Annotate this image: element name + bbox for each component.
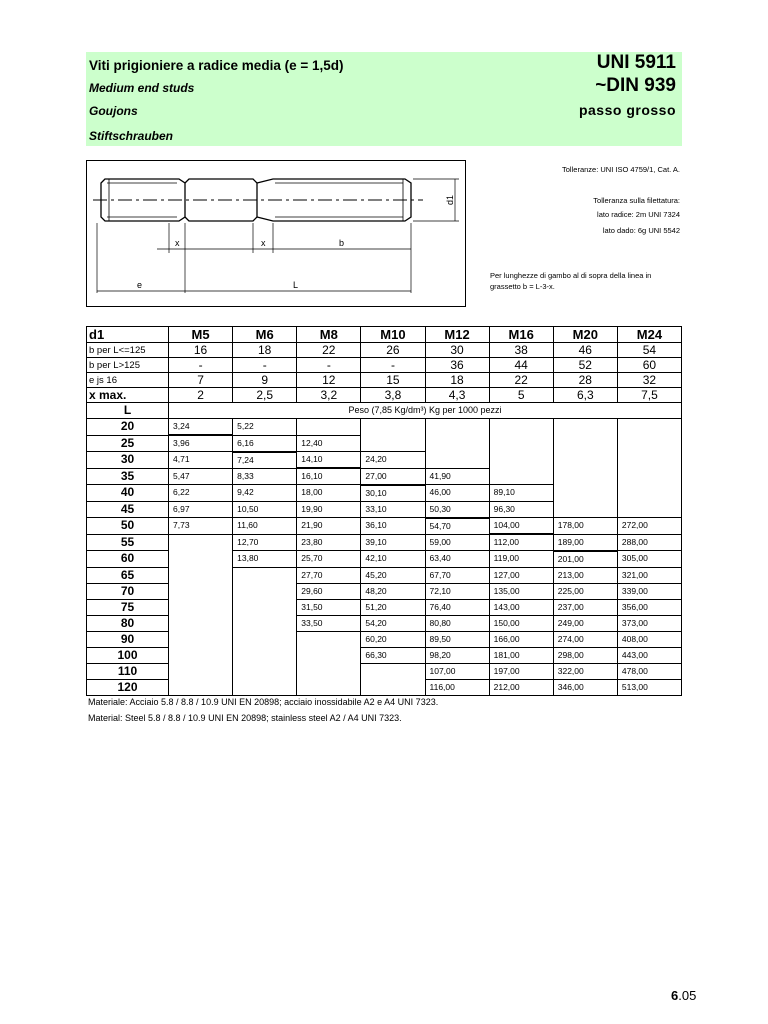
weight-cell: 33,50 [297, 615, 361, 631]
weight-cell: 249,00 [553, 615, 617, 631]
weight-cell [617, 435, 681, 452]
dim-header-cell: M16 [489, 327, 553, 343]
weight-cell [297, 631, 361, 647]
weight-cell [169, 534, 233, 551]
weight-cell: 60,20 [361, 631, 425, 647]
title-french: Goujons [89, 104, 138, 118]
weight-cell [425, 452, 489, 469]
weight-cell: 9,42 [233, 485, 297, 502]
dim-cell: 22 [489, 373, 553, 388]
weight-cell: 3,96 [169, 435, 233, 452]
dim-cell: 3,2 [297, 388, 361, 403]
weight-cell: 72,10 [425, 583, 489, 599]
weight-cell [489, 468, 553, 485]
weight-cell: 7,24 [233, 452, 297, 469]
dim-header-cell: M12 [425, 327, 489, 343]
weight-cell: 12,40 [297, 435, 361, 452]
dim-row-label: b per L<=125 [87, 343, 169, 358]
weight-cell: 89,10 [489, 485, 553, 502]
dim-cell: 3,8 [361, 388, 425, 403]
standard-uni: UNI 5911 [596, 52, 676, 73]
weight-cell: 213,00 [553, 567, 617, 583]
weight-cell [233, 647, 297, 663]
dim-cell: 26 [361, 343, 425, 358]
length-value: 65 [87, 567, 169, 583]
weight-cell: 19,90 [297, 501, 361, 518]
weight-cell: 80,80 [425, 615, 489, 631]
weight-row [87, 435, 682, 452]
weight-cell: 21,90 [297, 518, 361, 535]
weight-cell: 27,00 [361, 468, 425, 485]
length-value: 110 [87, 663, 169, 679]
dim-header-label: d1 [87, 327, 169, 343]
weight-cell: 197,00 [489, 663, 553, 679]
weight-cell [425, 419, 489, 436]
dim-row [87, 343, 682, 358]
weight-row [87, 647, 682, 663]
length-value: 50 [87, 518, 169, 535]
page-sub: .05 [678, 988, 697, 1003]
weight-cell [361, 679, 425, 695]
weight-cell [169, 647, 233, 663]
weight-cell: 11,60 [233, 518, 297, 535]
dim-cell: 5 [489, 388, 553, 403]
weight-cell [553, 452, 617, 469]
dim-cell: 2,5 [233, 388, 297, 403]
dim-x2-label: x [261, 238, 266, 248]
weight-cell: 3,24 [169, 419, 233, 436]
weight-row [87, 583, 682, 599]
weight-row [87, 419, 682, 436]
weight-cell: 10,50 [233, 501, 297, 518]
dim-row [87, 373, 682, 388]
weight-cell: 181,00 [489, 647, 553, 663]
weight-cell: 76,40 [425, 599, 489, 615]
dim-cell: - [361, 358, 425, 373]
weight-cell: 51,20 [361, 599, 425, 615]
weight-cell [489, 419, 553, 436]
weight-cell [297, 647, 361, 663]
weight-cell [553, 501, 617, 518]
weight-cell: 322,00 [553, 663, 617, 679]
weight-cell [233, 663, 297, 679]
dim-cell: 32 [617, 373, 681, 388]
weight-cell: 42,10 [361, 551, 425, 568]
weight-cell [169, 615, 233, 631]
weight-cell: 127,00 [489, 567, 553, 583]
weight-cell: 96,30 [489, 501, 553, 518]
weight-cell: 4,71 [169, 452, 233, 469]
dim-cell: - [169, 358, 233, 373]
weight-cell [553, 419, 617, 436]
page-section: 6 [671, 988, 679, 1003]
weight-cell [361, 663, 425, 679]
weight-cell: 67,70 [425, 567, 489, 583]
weight-cell [617, 468, 681, 485]
weight-cell: 36,10 [361, 518, 425, 535]
weight-cell: 23,80 [297, 534, 361, 551]
weight-cell: 107,00 [425, 663, 489, 679]
length-value: 40 [87, 485, 169, 502]
weight-cell [617, 485, 681, 502]
weight-cell [553, 485, 617, 502]
weight-cell: 443,00 [617, 647, 681, 663]
dim-cell: 30 [425, 343, 489, 358]
weight-cell: 48,20 [361, 583, 425, 599]
weight-cell: 12,70 [233, 534, 297, 551]
weight-cell [617, 419, 681, 436]
weight-cell: 119,00 [489, 551, 553, 568]
length-value: 70 [87, 583, 169, 599]
weight-cell: 13,80 [233, 551, 297, 568]
weight-cell [297, 419, 361, 436]
weight-cell [169, 631, 233, 647]
weight-cell [169, 599, 233, 615]
length-value: 45 [87, 501, 169, 518]
material-note-italian: Materiale: Acciaio 5.8 / 8.8 / 10.9 UNI EN 20898; acciaio inossidabile A2 e A4 UNI 7323. [88, 697, 439, 707]
weight-cell: 50,30 [425, 501, 489, 518]
weight-cell [489, 452, 553, 469]
weight-row [87, 452, 682, 469]
thread-pitch: passo grosso [578, 102, 676, 118]
dim-x1-label: x [175, 238, 180, 248]
weight-cell: 112,00 [489, 534, 553, 551]
weight-cell: 6,22 [169, 485, 233, 502]
weight-cell [233, 615, 297, 631]
tolerance-nut-note: lato dado: 6g UNI 5542 [602, 226, 680, 235]
dim-cell: 16 [169, 343, 233, 358]
weight-cell: 27,70 [297, 567, 361, 583]
dim-cell: 44 [489, 358, 553, 373]
weight-cell [617, 501, 681, 518]
weight-cell: 305,00 [617, 551, 681, 568]
weight-cell: 41,90 [425, 468, 489, 485]
weight-cell: 356,00 [617, 599, 681, 615]
weight-cell: 321,00 [617, 567, 681, 583]
dim-row [87, 388, 682, 403]
weight-cell: 45,20 [361, 567, 425, 583]
dim-cell: 22 [297, 343, 361, 358]
weight-row [87, 679, 682, 695]
weight-cell: 6,16 [233, 435, 297, 452]
dim-cell: 2 [169, 388, 233, 403]
weight-cell: 143,00 [489, 599, 553, 615]
length-header: L [87, 403, 169, 419]
weight-cell: 272,00 [617, 518, 681, 535]
length-value: 20 [87, 419, 169, 436]
weight-cell [425, 435, 489, 452]
weight-cell: 201,00 [553, 551, 617, 568]
dim-cell: 60 [617, 358, 681, 373]
dimensions-table [86, 326, 682, 403]
weight-cell: 339,00 [617, 583, 681, 599]
dim-cell: 7,5 [617, 388, 681, 403]
weight-cell: 18,00 [297, 485, 361, 502]
dim-cell: 6,3 [553, 388, 617, 403]
title-block [86, 52, 682, 146]
weight-cell: 98,20 [425, 647, 489, 663]
dim-header-cell: M20 [553, 327, 617, 343]
weights-table [86, 403, 682, 696]
weight-cell: 63,40 [425, 551, 489, 568]
weight-cell: 14,10 [297, 452, 361, 469]
dim-header-cell: M6 [233, 327, 297, 343]
title-italian: Viti prigioniere a radice media (e = 1,5d) [89, 58, 344, 73]
dim-cell: 15 [361, 373, 425, 388]
weight-cell [617, 452, 681, 469]
weight-cell [233, 679, 297, 695]
weight-cell: 54,70 [425, 518, 489, 535]
weight-cell: 6,97 [169, 501, 233, 518]
dim-cell: 9 [233, 373, 297, 388]
weight-cell: 116,00 [425, 679, 489, 695]
weight-cell [361, 419, 425, 436]
weight-cell: 408,00 [617, 631, 681, 647]
material-note-english: Material: Steel 5.8 / 8.8 / 10.9 UNI EN 20898; stainless steel A2 / A4 UNI 7323. [88, 713, 402, 723]
title-german: Stiftschrauben [89, 129, 174, 143]
dim-l-label: L [293, 280, 299, 290]
weight-cell [297, 663, 361, 679]
tolerance-thread-title: Tolleranza sulla filettatura: [593, 196, 680, 205]
length-value: 90 [87, 631, 169, 647]
weight-row [87, 468, 682, 485]
weight-cell: 373,00 [617, 615, 681, 631]
weight-row [87, 501, 682, 518]
weight-cell: 16,10 [297, 468, 361, 485]
dim-header-cell: M5 [169, 327, 233, 343]
weight-cell: 274,00 [553, 631, 617, 647]
dim-row-label: e js 16 [87, 373, 169, 388]
weight-cell: 237,00 [553, 599, 617, 615]
weight-cell [169, 551, 233, 568]
weight-caption: Peso (7,85 Kg/dm³) Kg per 1000 pezzi [169, 403, 682, 419]
weight-cell: 135,00 [489, 583, 553, 599]
length-value: 30 [87, 452, 169, 469]
weight-cell [297, 679, 361, 695]
weight-cell: 189,00 [553, 534, 617, 551]
weight-cell: 30,10 [361, 485, 425, 502]
weight-cell: 31,50 [297, 599, 361, 615]
weight-row [87, 615, 682, 631]
dim-cell: 38 [489, 343, 553, 358]
title-english: Medium end studs [89, 81, 195, 95]
dim-cell: 18 [233, 343, 297, 358]
weight-cell: 212,00 [489, 679, 553, 695]
weight-row [87, 631, 682, 647]
weight-cell [233, 583, 297, 599]
weight-cell: 5,22 [233, 419, 297, 436]
tolerance-root-note: lato radice: 2m UNI 7324 [597, 210, 680, 219]
weight-row [87, 551, 682, 568]
dim-row-label: b per L>125 [87, 358, 169, 373]
length-value: 25 [87, 435, 169, 452]
weight-cell: 150,00 [489, 615, 553, 631]
weight-cell [553, 435, 617, 452]
weight-cell [361, 435, 425, 452]
weight-cell: 513,00 [617, 679, 681, 695]
weight-row [87, 534, 682, 551]
weight-cell [233, 599, 297, 615]
dim-row [87, 358, 682, 373]
dim-cell: 4,3 [425, 388, 489, 403]
weight-cell [169, 583, 233, 599]
weight-cell: 46,00 [425, 485, 489, 502]
dim-e-label: e [137, 280, 143, 290]
length-value: 55 [87, 534, 169, 551]
length-value: 35 [87, 468, 169, 485]
dim-cell: 36 [425, 358, 489, 373]
weight-row [87, 663, 682, 679]
dim-cell: - [233, 358, 297, 373]
weight-cell: 66,30 [361, 647, 425, 663]
dim-header-cell: M24 [617, 327, 681, 343]
weight-cell: 89,50 [425, 631, 489, 647]
dim-cell: 7 [169, 373, 233, 388]
length-value: 80 [87, 615, 169, 631]
weight-cell: 298,00 [553, 647, 617, 663]
weight-cell: 8,33 [233, 468, 297, 485]
weight-row [87, 485, 682, 502]
dim-header-cell: M10 [361, 327, 425, 343]
weight-row [87, 567, 682, 583]
weight-cell: 39,10 [361, 534, 425, 551]
dim-cell: - [297, 358, 361, 373]
standard-din: ~DIN 939 [595, 75, 676, 96]
length-value: 75 [87, 599, 169, 615]
dim-cell: 28 [553, 373, 617, 388]
weight-cell: 33,10 [361, 501, 425, 518]
tolerance-general-note: Tolleranze: UNI ISO 4759/1, Cat. A. [562, 165, 680, 174]
length-value: 60 [87, 551, 169, 568]
weight-cell: 178,00 [553, 518, 617, 535]
dim-b-label: b [339, 238, 345, 248]
weight-cell [169, 663, 233, 679]
weight-cell: 59,00 [425, 534, 489, 551]
weight-cell [169, 679, 233, 695]
weight-cell: 104,00 [489, 518, 553, 535]
dim-header-cell: M8 [297, 327, 361, 343]
weight-cell: 54,20 [361, 615, 425, 631]
weight-row [87, 599, 682, 615]
stud-diagram [87, 161, 465, 306]
weight-cell: 288,00 [617, 534, 681, 551]
weight-cell [169, 567, 233, 583]
weight-cell [233, 567, 297, 583]
dim-cell: 52 [553, 358, 617, 373]
weight-cell: 5,47 [169, 468, 233, 485]
weight-cell: 478,00 [617, 663, 681, 679]
weight-cell [233, 631, 297, 647]
dim-row-label: x max. [87, 388, 169, 403]
page-number [671, 988, 696, 1003]
weight-cell [553, 468, 617, 485]
length-value: 100 [87, 647, 169, 663]
weight-cell: 25,70 [297, 551, 361, 568]
dim-d1-label: d1 [445, 194, 455, 205]
dim-cell: 12 [297, 373, 361, 388]
weight-cell [489, 435, 553, 452]
dim-cell: 46 [553, 343, 617, 358]
stud-drawing [86, 160, 466, 307]
weight-cell: 29,60 [297, 583, 361, 599]
dim-cell: 18 [425, 373, 489, 388]
weight-cell: 225,00 [553, 583, 617, 599]
length-value: 120 [87, 679, 169, 695]
weight-cell: 7,73 [169, 518, 233, 535]
weight-cell: 346,00 [553, 679, 617, 695]
weight-cell: 24,20 [361, 452, 425, 469]
weight-row [87, 518, 682, 535]
dim-cell: 54 [617, 343, 681, 358]
length-note: Per lunghezze di gambo al di sopra della linea in grassetto b = L-3-x. [490, 271, 652, 291]
weight-cell: 166,00 [489, 631, 553, 647]
